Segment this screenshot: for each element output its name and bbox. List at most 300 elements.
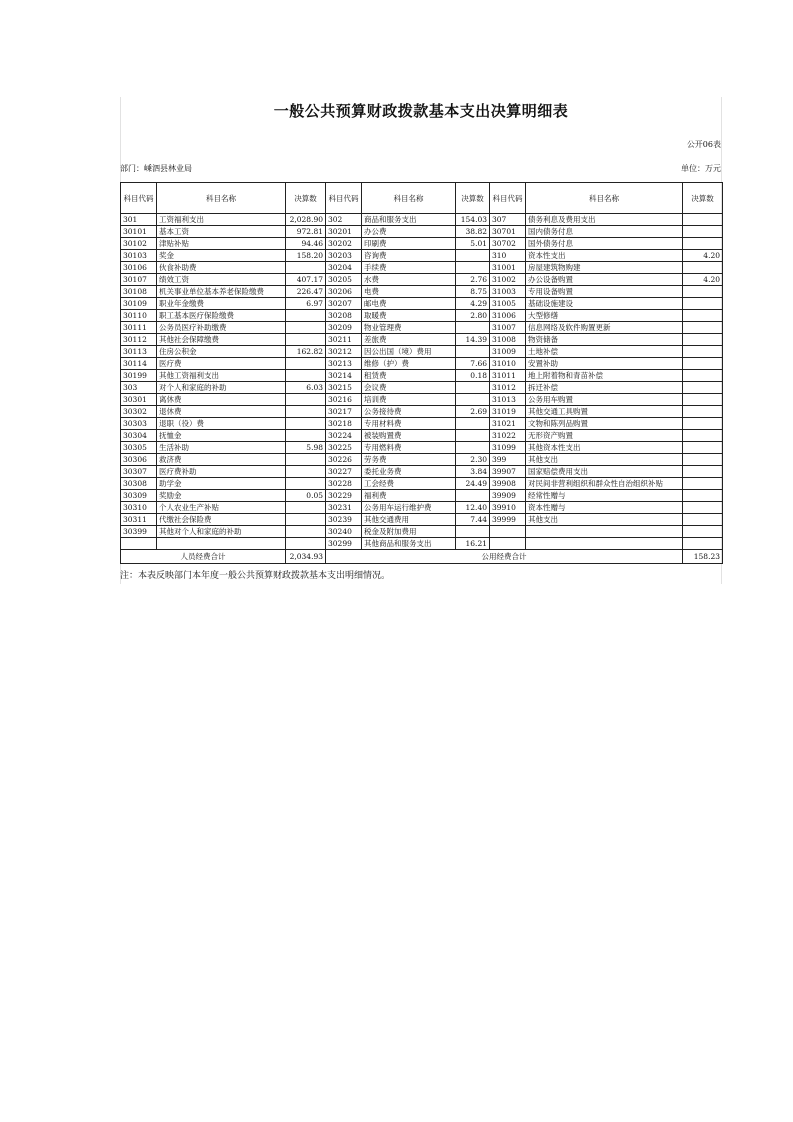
report-title: 一般公共预算财政拨款基本支出决算明细表 — [273, 102, 569, 120]
table-row — [121, 418, 723, 430]
header-name-2: 科目名称 — [362, 183, 456, 214]
cell-amount — [683, 526, 723, 538]
cell-name: 伙食补助费 — [157, 262, 286, 274]
cell-name: 其他支出 — [526, 454, 683, 466]
cell-code: 31019 — [490, 406, 526, 418]
cell-name: 其他商品和服务支出 — [362, 538, 456, 550]
cell-amount — [456, 490, 490, 502]
table-row — [121, 382, 723, 394]
cell-amount — [683, 346, 723, 358]
cell-amount: 16.21 — [456, 538, 490, 550]
cell-name: 电费 — [362, 286, 456, 298]
cell-amount — [456, 322, 490, 334]
cell-code: 310 — [490, 250, 526, 262]
cell-name: 其他对个人和家庭的补助 — [157, 526, 286, 538]
personnel-total-label: 人员经费合计 — [121, 550, 286, 564]
cell-amount — [683, 418, 723, 430]
cell-name: 其他社会保障缴费 — [157, 334, 286, 346]
footnote: 注：本表反映部门本年度一般公共预算财政拨款基本支出明细情况。 — [120, 571, 391, 581]
cell-code: 303 — [121, 382, 157, 394]
cell-amount — [286, 406, 326, 418]
cell-amount: 4.20 — [683, 274, 723, 286]
cell-code: 39907 — [490, 466, 526, 478]
cell-name: 基础设施建设 — [526, 298, 683, 310]
cell-code: 30307 — [121, 466, 157, 478]
cell-amount: 0.05 — [286, 490, 326, 502]
cell-code: 39910 — [490, 502, 526, 514]
header-amount-3: 决算数 — [683, 183, 723, 214]
cell-code: 30701 — [490, 226, 526, 238]
cell-name: 印刷费 — [362, 238, 456, 250]
cell-amount — [683, 466, 723, 478]
cell-amount: 6.03 — [286, 382, 326, 394]
cell-name: 公务用车购置 — [526, 394, 683, 406]
cell-code: 30215 — [326, 382, 362, 394]
cell-code: 30207 — [326, 298, 362, 310]
table-header-row — [121, 183, 723, 214]
cell-amount: 7.66 — [456, 358, 490, 370]
cell-amount: 94.46 — [286, 238, 326, 250]
cell-amount — [456, 526, 490, 538]
cell-amount — [683, 430, 723, 442]
public-total-label: 公用经费合计 — [326, 550, 683, 564]
cell-code: 30226 — [326, 454, 362, 466]
cell-amount: 7.44 — [456, 514, 490, 526]
cell-code: 30113 — [121, 346, 157, 358]
table-row — [121, 454, 723, 466]
table-row — [121, 358, 723, 370]
cell-name: 物资储备 — [526, 334, 683, 346]
table-row — [121, 262, 723, 274]
cell-name: 对民间非营利组织和群众性自治组织补贴 — [526, 478, 683, 490]
cell-name: 手续费 — [362, 262, 456, 274]
cell-amount — [456, 430, 490, 442]
cell-amount — [286, 334, 326, 346]
cell-code: 30108 — [121, 286, 157, 298]
table-row — [121, 430, 723, 442]
cell-name: 其他支出 — [526, 514, 683, 526]
cell-amount — [683, 334, 723, 346]
cell-name: 地上附着物和青苗补偿 — [526, 370, 683, 382]
cell-name: 邮电费 — [362, 298, 456, 310]
cell-name: 津贴补贴 — [157, 238, 286, 250]
table-row — [121, 466, 723, 478]
cell-name: 医疗费 — [157, 358, 286, 370]
cell-name: 国外债务付息 — [526, 238, 683, 250]
cell-amount: 4.29 — [456, 298, 490, 310]
cell-name: 国内债务付息 — [526, 226, 683, 238]
cell-amount: 154.03 — [456, 214, 490, 226]
cell-code: 30303 — [121, 418, 157, 430]
cell-code: 31002 — [490, 274, 526, 286]
table-row — [121, 370, 723, 382]
cell-code: 31001 — [490, 262, 526, 274]
cell-name: 其他资本性支出 — [526, 442, 683, 454]
cell-name: 水费 — [362, 274, 456, 286]
cell-code: 30231 — [326, 502, 362, 514]
cell-amount — [286, 310, 326, 322]
header-code-2: 科目代码 — [326, 183, 362, 214]
header-code-3: 科目代码 — [490, 183, 526, 214]
cell-name: 其他交通工具购置 — [526, 406, 683, 418]
table-row — [121, 250, 723, 262]
cell-amount — [286, 526, 326, 538]
cell-amount: 4.20 — [683, 250, 723, 262]
header-amount-1: 决算数 — [286, 183, 326, 214]
cell-name: 工资福利支出 — [157, 214, 286, 226]
cell-name — [526, 526, 683, 538]
cell-code: 30306 — [121, 454, 157, 466]
cell-amount: 2,028.90 — [286, 214, 326, 226]
cell-code: 31021 — [490, 418, 526, 430]
cell-code: 30107 — [121, 274, 157, 286]
cell-name: 专用材料费 — [362, 418, 456, 430]
header-amount-2: 决算数 — [456, 183, 490, 214]
cell-name: 因公出国（境）费用 — [362, 346, 456, 358]
cell-amount — [286, 430, 326, 442]
personnel-total-value: 2,034.93 — [286, 550, 326, 564]
cell-code: 30211 — [326, 334, 362, 346]
cell-amount: 407.17 — [286, 274, 326, 286]
cell-amount — [286, 322, 326, 334]
cell-code: 30112 — [121, 334, 157, 346]
cell-amount — [683, 514, 723, 526]
cell-code: 30225 — [326, 442, 362, 454]
cell-amount — [456, 250, 490, 262]
cell-amount — [683, 370, 723, 382]
cell-code: 30308 — [121, 478, 157, 490]
cell-name: 其他工资福利支出 — [157, 370, 286, 382]
cell-code: 31013 — [490, 394, 526, 406]
cell-name: 文物和陈列品购置 — [526, 418, 683, 430]
cell-code: 30208 — [326, 310, 362, 322]
cell-amount — [456, 394, 490, 406]
cell-code — [490, 538, 526, 550]
form-number: 公开06表 — [686, 140, 721, 149]
table-row — [121, 286, 723, 298]
cell-code: 30301 — [121, 394, 157, 406]
cell-name: 经常性赠与 — [526, 490, 683, 502]
cell-code: 30204 — [326, 262, 362, 274]
cell-code: 31007 — [490, 322, 526, 334]
table-row — [121, 346, 723, 358]
cell-name: 办公设备购置 — [526, 274, 683, 286]
cell-amount — [286, 394, 326, 406]
cell-amount — [286, 478, 326, 490]
cell-name: 退休费 — [157, 406, 286, 418]
cell-amount — [286, 514, 326, 526]
cell-amount — [683, 538, 723, 550]
cell-code: 30203 — [326, 250, 362, 262]
cell-name: 培训费 — [362, 394, 456, 406]
cell-name: 债务利息及费用支出 — [526, 214, 683, 226]
cell-code: 301 — [121, 214, 157, 226]
cell-amount — [683, 298, 723, 310]
cell-amount — [683, 502, 723, 514]
cell-name: 奖金 — [157, 250, 286, 262]
cell-code: 39909 — [490, 490, 526, 502]
cell-code: 30205 — [326, 274, 362, 286]
cell-name: 对个人和家庭的补助 — [157, 382, 286, 394]
cell-name: 公务接待费 — [362, 406, 456, 418]
cell-amount — [683, 322, 723, 334]
cell-code: 31010 — [490, 358, 526, 370]
cell-amount — [286, 454, 326, 466]
header-name-1: 科目名称 — [157, 183, 286, 214]
cell-amount — [683, 406, 723, 418]
cell-amount: 12.40 — [456, 502, 490, 514]
cell-name: 专用燃料费 — [362, 442, 456, 454]
header-code-1: 科目代码 — [121, 183, 157, 214]
cell-code: 30304 — [121, 430, 157, 442]
cell-name: 个人农业生产补贴 — [157, 502, 286, 514]
table-row — [121, 274, 723, 286]
table-row — [121, 526, 723, 538]
cell-code: 30201 — [326, 226, 362, 238]
cell-code: 31003 — [490, 286, 526, 298]
cell-name: 住房公积金 — [157, 346, 286, 358]
department-label: 部门：嵊泗县林业局 — [120, 164, 192, 173]
cell-code: 30214 — [326, 370, 362, 382]
cell-amount — [683, 358, 723, 370]
cell-name: 拆迁补偿 — [526, 382, 683, 394]
cell-code: 31099 — [490, 442, 526, 454]
cell-amount: 5.01 — [456, 238, 490, 250]
cell-code: 30305 — [121, 442, 157, 454]
cell-name: 退职（役）费 — [157, 418, 286, 430]
cell-amount: 972.81 — [286, 226, 326, 238]
cell-name: 其他交通费用 — [362, 514, 456, 526]
cell-name: 会议费 — [362, 382, 456, 394]
cell-amount — [456, 346, 490, 358]
cell-code: 30202 — [326, 238, 362, 250]
cell-code: 31022 — [490, 430, 526, 442]
cell-amount — [456, 418, 490, 430]
cell-amount — [456, 442, 490, 454]
cell-code: 30103 — [121, 250, 157, 262]
cell-code: 399 — [490, 454, 526, 466]
cell-name: 奖励金 — [157, 490, 286, 502]
cell-code: 30227 — [326, 466, 362, 478]
cell-code: 307 — [490, 214, 526, 226]
cell-code: 39999 — [490, 514, 526, 526]
cell-amount — [286, 262, 326, 274]
cell-amount: 5.98 — [286, 442, 326, 454]
cell-name: 资本性支出 — [526, 250, 683, 262]
cell-code: 30399 — [121, 526, 157, 538]
cell-amount — [683, 394, 723, 406]
cell-name: 大型修缮 — [526, 310, 683, 322]
cell-code: 30310 — [121, 502, 157, 514]
cell-name: 机关事业单位基本养老保险缴费 — [157, 286, 286, 298]
cell-name: 资本性赠与 — [526, 502, 683, 514]
cell-amount — [456, 262, 490, 274]
table-row — [121, 406, 723, 418]
cell-code: 30114 — [121, 358, 157, 370]
cell-name: 维修（护）费 — [362, 358, 456, 370]
cell-code: 30240 — [326, 526, 362, 538]
cell-amount — [683, 490, 723, 502]
cell-name: 被装购置费 — [362, 430, 456, 442]
table-row — [121, 334, 723, 346]
cell-amount — [286, 502, 326, 514]
cell-amount — [683, 286, 723, 298]
cell-name: 信息网络及软件购置更新 — [526, 322, 683, 334]
cell-name: 离休费 — [157, 394, 286, 406]
cell-amount — [683, 478, 723, 490]
cell-amount: 0.18 — [456, 370, 490, 382]
cell-code: 30311 — [121, 514, 157, 526]
table-row — [121, 442, 723, 454]
cell-amount: 2.30 — [456, 454, 490, 466]
cell-code: 302 — [326, 214, 362, 226]
cell-name: 安置补助 — [526, 358, 683, 370]
table-row — [121, 490, 723, 502]
cell-amount — [286, 418, 326, 430]
cell-code: 30199 — [121, 370, 157, 382]
cell-name: 生活补助 — [157, 442, 286, 454]
cell-code: 30212 — [326, 346, 362, 358]
cell-name: 工会经费 — [362, 478, 456, 490]
cell-amount — [286, 466, 326, 478]
header-name-3: 科目名称 — [526, 183, 683, 214]
cell-amount: 14.39 — [456, 334, 490, 346]
cell-name: 房屋建筑物购建 — [526, 262, 683, 274]
cell-code: 30206 — [326, 286, 362, 298]
cell-code: 30228 — [326, 478, 362, 490]
table-row — [121, 538, 723, 550]
cell-name: 公务用车运行维护费 — [362, 502, 456, 514]
cell-name: 职工基本医疗保险缴费 — [157, 310, 286, 322]
cell-name: 职业年金缴费 — [157, 298, 286, 310]
cell-amount: 3.84 — [456, 466, 490, 478]
cell-name: 助学金 — [157, 478, 286, 490]
cell-code: 30224 — [326, 430, 362, 442]
cell-name: 劳务费 — [362, 454, 456, 466]
total-row — [121, 550, 723, 564]
cell-amount: 38.82 — [456, 226, 490, 238]
cell-amount: 2.69 — [456, 406, 490, 418]
unit-label: 单位：万元 — [681, 164, 721, 173]
cell-code: 30309 — [121, 490, 157, 502]
cell-name: 医疗费补助 — [157, 466, 286, 478]
cell-amount — [683, 310, 723, 322]
table-body — [121, 214, 723, 550]
cell-name: 税金及附加费用 — [362, 526, 456, 538]
cell-code: 30218 — [326, 418, 362, 430]
cell-code: 31011 — [490, 370, 526, 382]
expenditure-table — [120, 182, 723, 564]
cell-amount: 24.49 — [456, 478, 490, 490]
cell-amount: 8.75 — [456, 286, 490, 298]
table-row — [121, 226, 723, 238]
cell-amount — [683, 382, 723, 394]
cell-code: 30110 — [121, 310, 157, 322]
cell-name: 委托业务费 — [362, 466, 456, 478]
cell-name: 绩效工资 — [157, 274, 286, 286]
cell-name: 差旅费 — [362, 334, 456, 346]
cell-name: 基本工资 — [157, 226, 286, 238]
cell-name: 租赁费 — [362, 370, 456, 382]
cell-code: 30209 — [326, 322, 362, 334]
table-row — [121, 478, 723, 490]
cell-name: 取暖费 — [362, 310, 456, 322]
cell-amount: 2.80 — [456, 310, 490, 322]
public-total-value: 158.23 — [683, 550, 723, 564]
cell-amount — [683, 214, 723, 226]
cell-name: 无形资产购置 — [526, 430, 683, 442]
cell-name: 咨询费 — [362, 250, 456, 262]
cell-name — [526, 538, 683, 550]
cell-name: 办公费 — [362, 226, 456, 238]
cell-amount — [683, 262, 723, 274]
cell-code: 30216 — [326, 394, 362, 406]
cell-code: 31006 — [490, 310, 526, 322]
table-row — [121, 298, 723, 310]
cell-code: 30109 — [121, 298, 157, 310]
table-row — [121, 214, 723, 226]
cell-code: 30213 — [326, 358, 362, 370]
cell-amount: 6.97 — [286, 298, 326, 310]
cell-code: 31005 — [490, 298, 526, 310]
cell-name: 福利费 — [362, 490, 456, 502]
cell-name — [157, 538, 286, 550]
cell-name: 土地补偿 — [526, 346, 683, 358]
cell-name: 商品和服务支出 — [362, 214, 456, 226]
cell-amount: 226.47 — [286, 286, 326, 298]
table-row — [121, 394, 723, 406]
cell-code — [490, 526, 526, 538]
cell-amount — [286, 538, 326, 550]
cell-amount — [683, 442, 723, 454]
cell-code: 30702 — [490, 238, 526, 250]
cell-code: 30102 — [121, 238, 157, 250]
cell-name: 物业管理费 — [362, 322, 456, 334]
table-row — [121, 238, 723, 250]
cell-amount — [683, 226, 723, 238]
cell-name: 专用设备购置 — [526, 286, 683, 298]
table-row — [121, 322, 723, 334]
cell-amount: 2.76 — [456, 274, 490, 286]
cell-amount: 158.20 — [286, 250, 326, 262]
cell-amount — [286, 358, 326, 370]
cell-code: 30299 — [326, 538, 362, 550]
cell-amount — [456, 382, 490, 394]
cell-code: 30302 — [121, 406, 157, 418]
cell-code: 31009 — [490, 346, 526, 358]
cell-name: 公务员医疗补助缴费 — [157, 322, 286, 334]
cell-code: 31012 — [490, 382, 526, 394]
cell-code: 30106 — [121, 262, 157, 274]
cell-amount: 162.82 — [286, 346, 326, 358]
cell-code: 30229 — [326, 490, 362, 502]
cell-amount — [683, 454, 723, 466]
table-row — [121, 310, 723, 322]
cell-name: 国家赔偿费用支出 — [526, 466, 683, 478]
cell-code: 30217 — [326, 406, 362, 418]
cell-name: 救济费 — [157, 454, 286, 466]
cell-name: 抚恤金 — [157, 430, 286, 442]
table-row — [121, 502, 723, 514]
cell-amount — [683, 238, 723, 250]
table-row — [121, 514, 723, 526]
cell-code: 30111 — [121, 322, 157, 334]
cell-code: 39908 — [490, 478, 526, 490]
cell-code: 31008 — [490, 334, 526, 346]
cell-code: 30101 — [121, 226, 157, 238]
cell-name: 代缴社会保险费 — [157, 514, 286, 526]
cell-code — [121, 538, 157, 550]
